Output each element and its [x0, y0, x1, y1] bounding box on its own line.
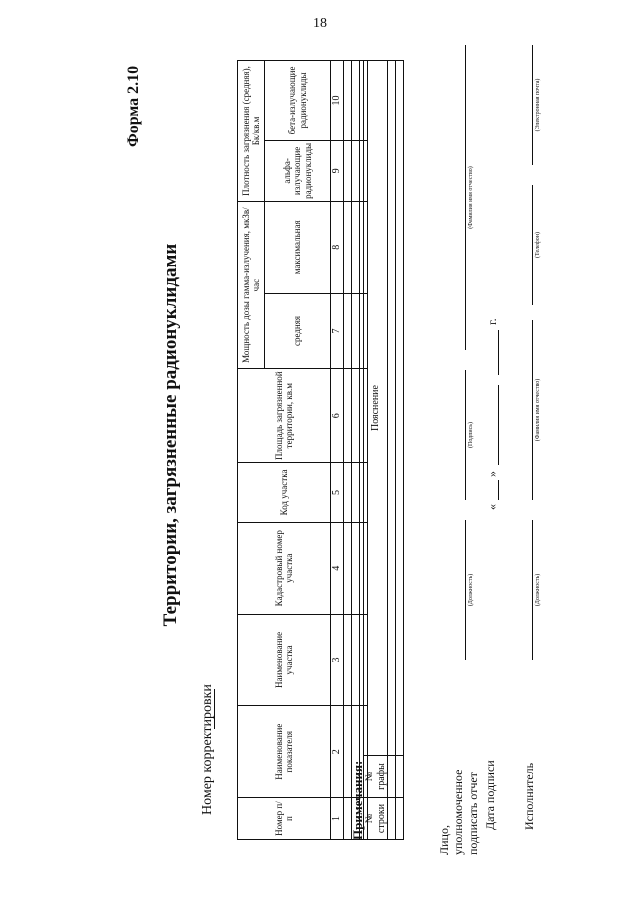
table-cell[interactable]	[352, 61, 360, 141]
header-cell: Кадастровый номер участка	[238, 522, 331, 614]
table-row	[344, 61, 352, 840]
date-day-field[interactable]	[498, 480, 499, 500]
name-caption: (Фамилия имя отчество)	[468, 166, 474, 229]
notes-cell[interactable]	[396, 798, 404, 840]
notes-cell[interactable]	[388, 798, 396, 840]
header-row	[238, 61, 265, 840]
date-quote-close: »	[485, 471, 499, 477]
date-month-field[interactable]	[498, 385, 499, 465]
form-id: Форма 2.10	[125, 65, 142, 147]
position-caption: (Должность)	[468, 573, 474, 607]
column-number-row	[331, 61, 344, 840]
authorized-person-label: Лицо, уполномоченное подписать отчет	[437, 769, 480, 855]
column-number: 9	[331, 140, 344, 201]
column-number: 8	[331, 201, 344, 293]
header-cell: Код участка	[238, 463, 331, 523]
executor-name-field[interactable]	[532, 320, 533, 500]
signature-field[interactable]	[465, 370, 466, 500]
table-cell[interactable]	[352, 201, 360, 293]
header-cell: альфа-излучающие радионуклиды	[265, 140, 331, 201]
table-cell[interactable]	[344, 201, 352, 293]
executor-position-caption: (Должность)	[535, 573, 541, 607]
table-cell[interactable]	[344, 463, 352, 523]
column-number: 1	[331, 798, 344, 840]
table-cell[interactable]	[344, 369, 352, 463]
table-cell[interactable]	[352, 293, 360, 369]
header-cell: максимальная	[265, 201, 331, 293]
notes-cell[interactable]	[396, 61, 404, 756]
column-number: 5	[331, 463, 344, 523]
table-cell[interactable]	[344, 522, 352, 614]
header-group-cell: Плотность загрязнения (средняя), Бк/кв.м	[238, 61, 265, 202]
column-number: 6	[331, 369, 344, 463]
notes-header-row	[364, 61, 388, 840]
correction-number-field[interactable]	[214, 689, 215, 729]
header-cell: Площадь загрязненной территории, кв.м	[238, 369, 331, 463]
table-cell[interactable]	[352, 140, 360, 201]
notes-header-cell: № строки	[364, 798, 388, 840]
notes-cell[interactable]	[396, 756, 404, 798]
table-cell[interactable]	[352, 369, 360, 463]
position-field[interactable]	[465, 520, 466, 660]
table-cell[interactable]	[344, 614, 352, 706]
header-cell: средняя	[265, 293, 331, 369]
notes-cell[interactable]	[388, 61, 396, 756]
table-row	[352, 61, 360, 840]
signature-date-label: Дата подписи	[483, 760, 497, 830]
notes-header-cell: Пояснение	[364, 61, 388, 756]
notes-label: Примечания:	[350, 760, 365, 840]
column-number: 4	[331, 522, 344, 614]
table-cell[interactable]	[344, 140, 352, 201]
date-year-suffix: г.	[485, 318, 499, 325]
column-number: 2	[331, 706, 344, 798]
header-cell: Номер п/п	[238, 798, 331, 840]
email-caption: (Электронная почта)	[535, 78, 541, 132]
header-cell: Наименование показателя	[238, 706, 331, 798]
table-cell[interactable]	[352, 614, 360, 706]
header-cell: Наименование участка	[238, 614, 331, 706]
signature-caption: (Подпись)	[468, 421, 474, 449]
phone-field[interactable]	[532, 185, 533, 305]
email-field[interactable]	[532, 45, 533, 165]
notes-cell[interactable]	[388, 756, 396, 798]
column-number: 10	[331, 61, 344, 141]
date-quote-open: «	[485, 504, 499, 510]
table-cell[interactable]	[344, 61, 352, 141]
data-table	[237, 60, 368, 840]
table-cell[interactable]	[352, 463, 360, 523]
executor-label: Исполнитель	[522, 762, 536, 830]
column-number: 7	[331, 293, 344, 369]
column-number: 3	[331, 614, 344, 706]
correction-number-label: Номер корректировки	[200, 684, 215, 815]
notes-table	[363, 60, 404, 840]
header-cell: бета-излучающие радионуклиды	[265, 61, 331, 141]
header-group-cell: Мощность дозы гамма-излучения, мкЗв/час	[238, 201, 265, 368]
phone-caption: (Телефон)	[535, 232, 541, 258]
name-field[interactable]	[465, 45, 466, 350]
table-cell[interactable]	[344, 293, 352, 369]
notes-row	[396, 61, 404, 840]
notes-row	[388, 61, 396, 840]
executor-name-caption: (Фамилия имя отчество)	[535, 378, 541, 442]
notes-header-cell: № графы	[364, 756, 388, 798]
page-number: 18	[313, 16, 327, 31]
table-cell[interactable]	[352, 522, 360, 614]
executor-position-field[interactable]	[532, 520, 533, 660]
page-title: Территории, загрязненные радионуклидами	[160, 243, 181, 627]
date-year-field[interactable]	[498, 330, 499, 375]
